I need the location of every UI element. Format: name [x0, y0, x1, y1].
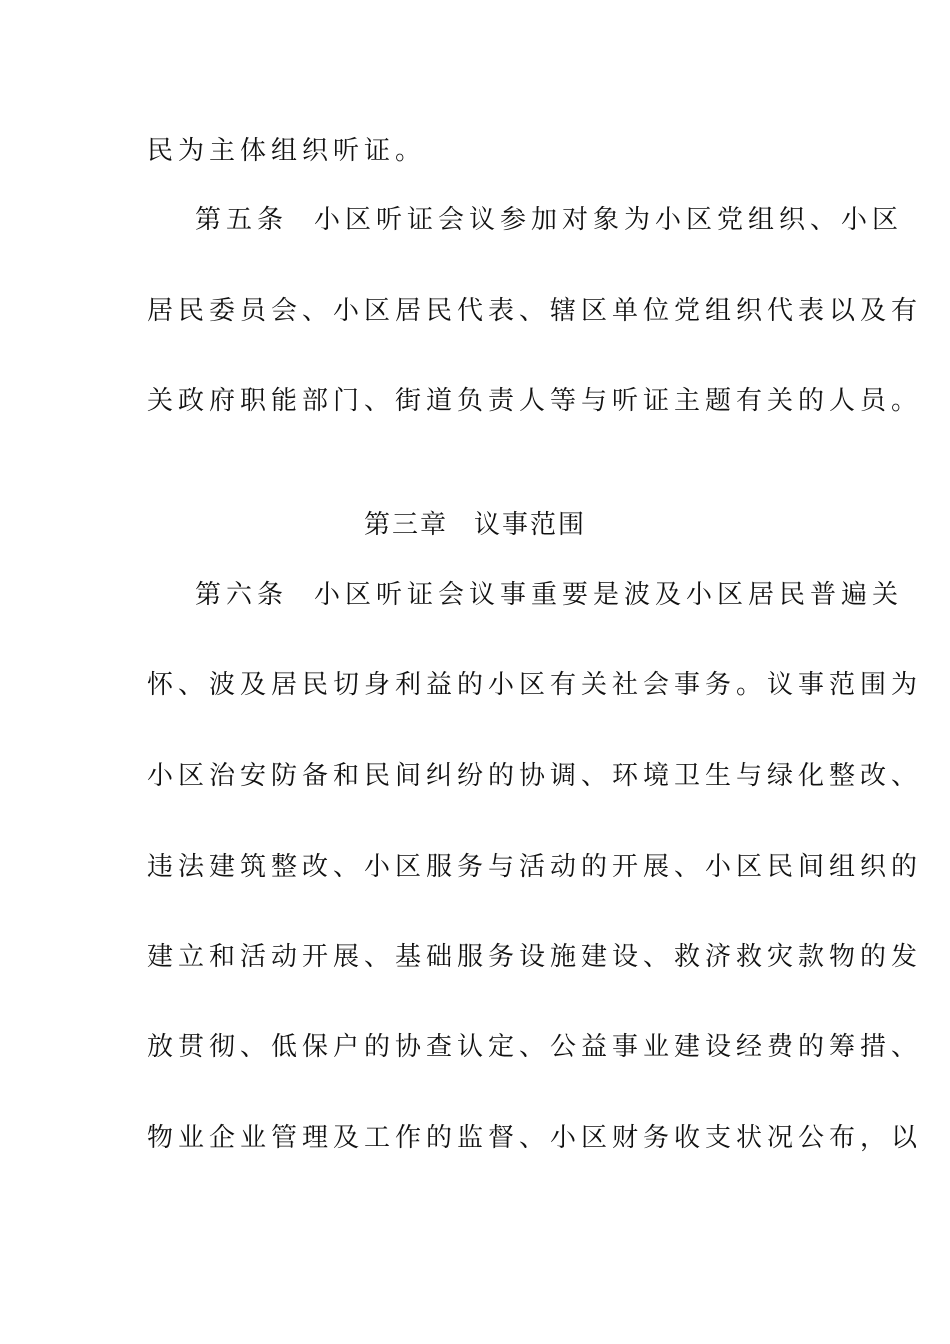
line-text: 建立和活动开展、基础服务设施建设、救济救灾款物的发 — [147, 942, 923, 972]
article-6-first-line — [195, 575, 904, 615]
line-text: 违法建筑整改、小区服务与活动的开展、小区民间组织的 — [147, 852, 923, 882]
paragraph-line — [147, 131, 807, 171]
chapter-heading — [0, 504, 950, 544]
line-text: 居民委员会、小区居民代表、辖区单位党组织代表以及有 — [147, 296, 923, 326]
line-text: 物业企业管理及工作的监督、小区财务收支状况公布，以 — [147, 1123, 923, 1153]
chapter-title: 议事范围 — [474, 509, 587, 539]
line-text: 小区听证会议参加对象为小区党组织、小区 — [314, 205, 904, 235]
line-text: 放贯彻、低保户的协查认定、公益事业建设经费的筹措、 — [147, 1032, 923, 1062]
line-text: 关政府职能部门、街道负责人等与听证主题有关的人员。 — [147, 386, 923, 416]
paragraph-line — [147, 381, 923, 421]
article-5-first-line — [195, 200, 904, 240]
paragraph-line — [147, 665, 923, 705]
paragraph-line — [147, 1118, 923, 1158]
paragraph-line — [147, 937, 923, 977]
line-text: 小区听证会议事重要是波及小区居民普遍关 — [314, 580, 904, 610]
chapter-label: 第三章 — [363, 509, 448, 539]
line-text: 民为主体组织听证。 — [147, 136, 427, 166]
line-text: 小区治安防备和民间纠纷的协调、环境卫生与绿化整改、 — [147, 761, 923, 791]
article-5-label: 第五条 — [195, 205, 289, 235]
paragraph-line — [147, 291, 923, 331]
paragraph-line — [147, 756, 923, 796]
paragraph-line — [147, 1027, 923, 1067]
line-text: 怀、波及居民切身利益的小区有关社会事务。议事范围为 — [147, 670, 923, 700]
paragraph-line — [147, 847, 923, 887]
article-6-label: 第六条 — [195, 580, 289, 610]
